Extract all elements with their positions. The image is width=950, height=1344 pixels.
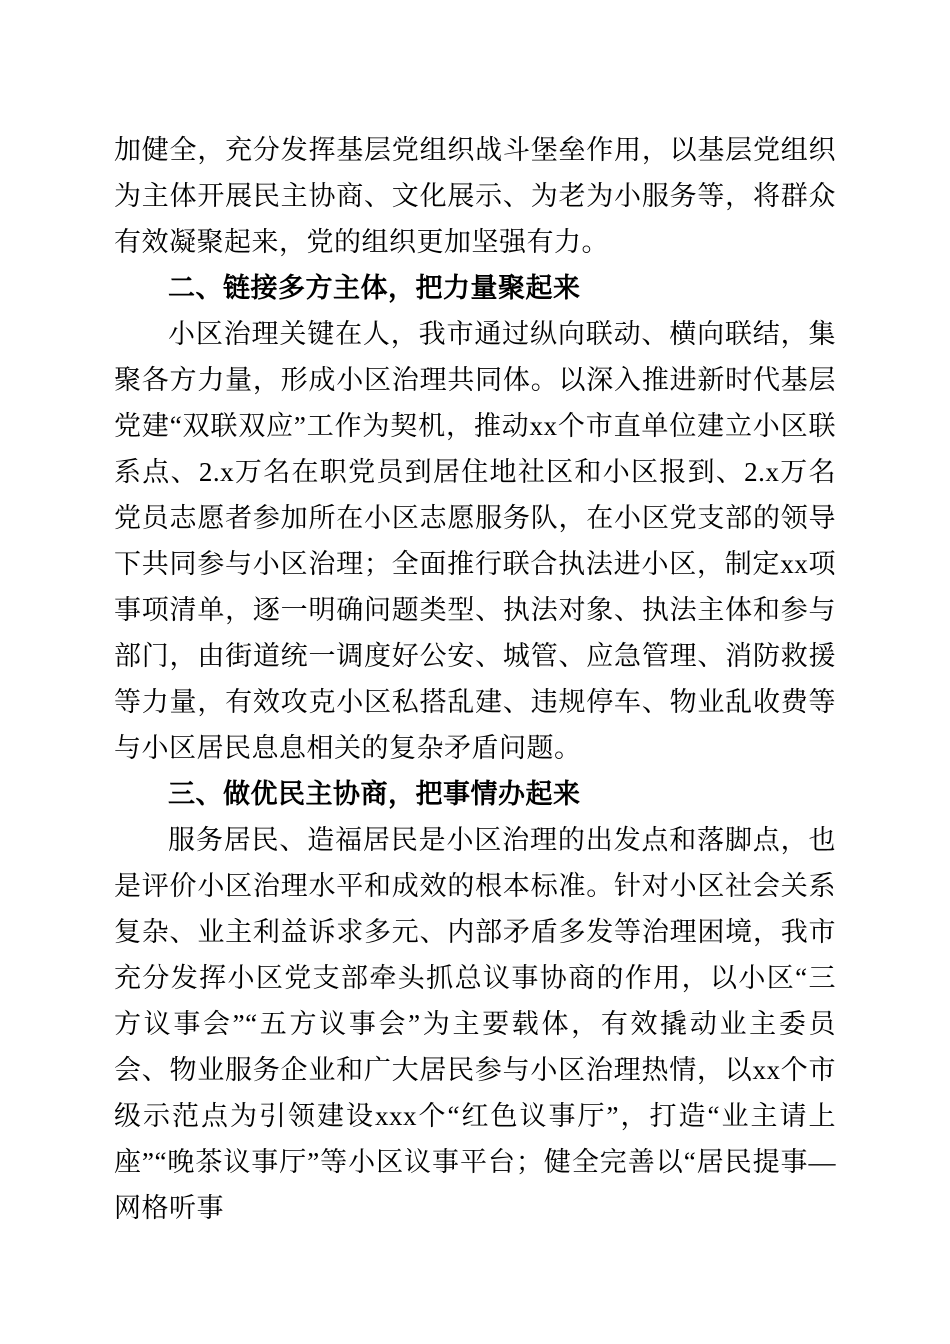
section-heading: 二、链接多方主体，把力量聚起来 [168,273,581,303]
document-body [114,127,836,1231]
paragraph: 加健全，充分发挥基层党组织战斗堡垒作用，以基层党组织为主体开展民主协商、文化展示、为老为小服务等，将群众有效凝聚起来，党的组织更加坚强有力。 [114,135,836,257]
paragraph: 服务居民、造福居民是小区治理的出发点和落脚点，也是评价小区治理水平和成效的根本标准。针对小区社会关系复杂、业主利益诉求多元、内部矛盾多发等治理困境，我市充分发挥小区党支部牵头抓总议事协商的作用，以小区“三方议事会”“五方议事会”为主要载体，有效撬动业主委员会、物业服务企业和广大居民参与小区治理热情，以xx个市级示范点为引领建设xxx个“红色议事厅”，打造“业主请上座”“晚茶议事厅”等小区议事平台；健全完善以“居民提事—网格听事 [114,825,836,1223]
paragraph: 小区治理关键在人，我市通过纵向联动、横向联结，集聚各方力量，形成小区治理共同体。以深入推进新时代基层党建“双联双应”工作为契机，推动xx个市直单位建立小区联系点、2.x万名在职党员到居住地社区和小区报到、2.x万名党员志愿者参加所在小区志愿服务队，在小区党支部的领导下共同参与小区治理；全面推行联合执法进小区，制定xx项事项清单，逐一明确问题类型、执法对象、执法主体和参与部门，由街道统一调度好公安、城管、应急管理、消防救援等力量，有效攻克小区私搭乱建、违规停车、物业乱收费等与小区居民息息相关的复杂矛盾问题。 [114,319,836,763]
section-heading: 三、做优民主协商，把事情办起来 [168,779,581,809]
